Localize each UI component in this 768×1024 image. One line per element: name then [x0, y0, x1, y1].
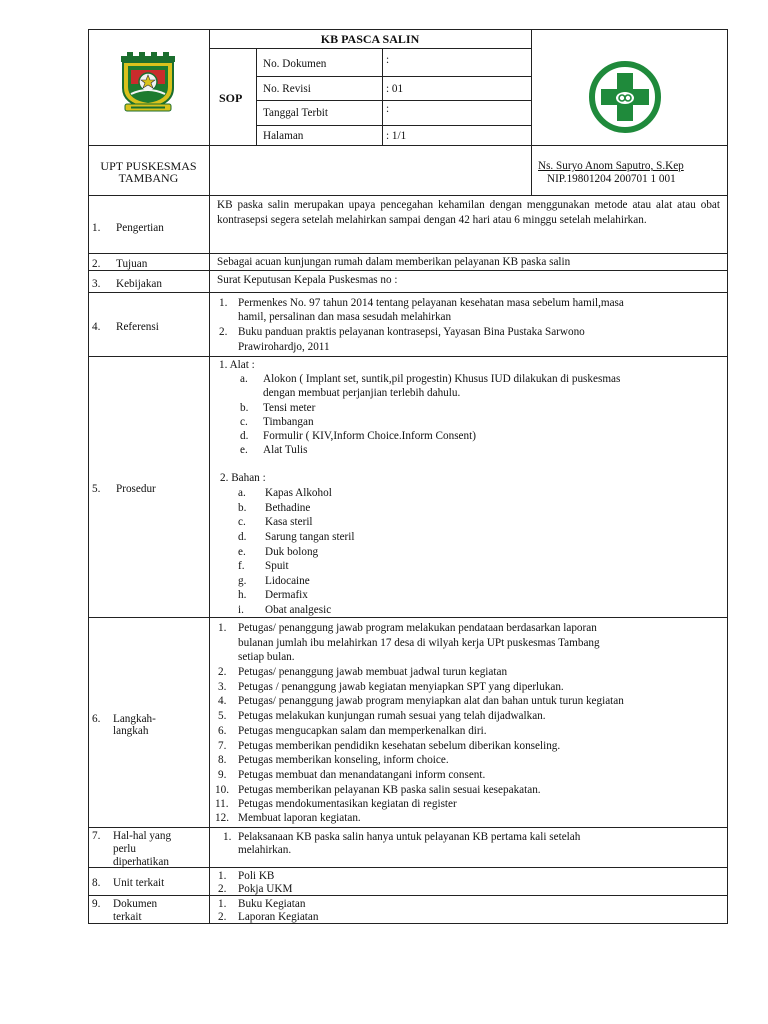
- bahan-item-text: Spuit: [265, 560, 289, 572]
- prosedur-bahan-title: 2. Bahan :: [220, 472, 266, 484]
- document-title: KB PASCA SALIN: [320, 32, 420, 46]
- unit-item-text: Pokja UKM: [238, 883, 293, 895]
- halhal-item-text: melahirkan.: [238, 844, 292, 856]
- langkah-item-text: Petugas mendokumentasikan kegiatan di register: [238, 798, 457, 810]
- section-num-kebijakan: 3.: [92, 278, 101, 290]
- alat-item-text: Alat Tulis: [263, 444, 308, 456]
- dokumen-item-text: Laporan Kegiatan: [238, 911, 319, 923]
- section-num-tujuan: 2.: [92, 258, 101, 270]
- bahan-item-letter: g.: [238, 575, 247, 587]
- langkah-item-text: setiap bulan.: [238, 651, 295, 663]
- meta-value-no-revisi: : 01: [386, 83, 404, 95]
- alat-item-letter: e.: [240, 444, 248, 456]
- alat-item-letter: b.: [240, 402, 249, 414]
- alat-item-letter: c.: [240, 416, 248, 428]
- bahan-item-letter: a.: [238, 487, 246, 499]
- langkah-item-text: Petugas membuat dan menandatangani inform consent.: [238, 769, 486, 781]
- langkah-item-text: Petugas memberikan pelayanan KB paska salin sesuai kesepakatan.: [238, 784, 541, 796]
- langkah-item-text: Petugas memberikan pendidikn kesehatan sebelum diberikan konseling.: [238, 740, 561, 752]
- alat-item-text: Formulir ( KIV,Inform Choice.Inform Consent): [263, 430, 476, 442]
- section-label-halhal: diperhatikan: [113, 856, 169, 868]
- bahan-item-text: Kasa steril: [265, 516, 313, 528]
- langkah-item-text: bulanan jumlah ibu melahirkan 17 desa di wilyah kerja UPt puskesmas Tambang: [238, 637, 600, 649]
- district-crest-icon: [117, 50, 179, 114]
- langkah-item-text: Petugas mengucapkan salam dan memperkenalkan diri.: [238, 725, 487, 737]
- alat-item-text: Alokon ( Implant set, suntik,pil progestin) Khusus IUD dilakukan di puskesmas: [263, 373, 621, 385]
- org-name-line1: UPT PUSKESMAS: [100, 159, 197, 173]
- meta-label-halaman: Halaman: [263, 130, 304, 142]
- langkah-item-text: Petugas/ penanggung jawab membuat jadwal turun kegiatan: [238, 666, 508, 678]
- section-num-dokumen: 9.: [92, 898, 101, 910]
- halhal-item-number: 1.: [223, 831, 232, 843]
- bahan-item-letter: h.: [238, 589, 247, 601]
- section-label-prosedur: Prosedur: [116, 483, 156, 495]
- section-label-dokumen: terkait: [113, 911, 142, 923]
- alat-item-text: Timbangan: [263, 416, 314, 428]
- langkah-item-number: 12.: [215, 812, 229, 824]
- section-num-prosedur: 5.: [92, 483, 101, 495]
- langkah-item-number: 4.: [218, 695, 227, 707]
- health-cross-icon: [588, 60, 662, 134]
- meta-value-tanggal-terbit: :: [386, 103, 390, 115]
- langkah-item-number: 6.: [218, 725, 227, 737]
- langkah-item-number: 7.: [218, 740, 227, 752]
- section-label-langkah: langkah: [113, 725, 149, 737]
- signer-nip: NIP.19801204 200701 1 001: [547, 173, 676, 185]
- bahan-item-text: Duk bolong: [265, 546, 319, 558]
- section-num-halhal: 7.: [92, 830, 101, 842]
- alat-item-letter: d.: [240, 430, 249, 442]
- dokumen-item-number: 1.: [218, 898, 227, 910]
- langkah-item-number: 10.: [215, 784, 229, 796]
- section-label-unit: Unit terkait: [113, 877, 165, 889]
- section-num-langkah: 6.: [92, 713, 101, 725]
- bahan-item-text: Bethadine: [265, 502, 311, 514]
- langkah-item-number: 8.: [218, 754, 227, 766]
- referensi-item-line: Buku panduan praktis pelayanan kontrasepsi, Yayasan Bina Pustaka Sarwono: [238, 326, 585, 338]
- meta-value-halaman: : 1/1: [386, 130, 407, 142]
- section-num-unit: 8.: [92, 877, 101, 889]
- bahan-item-letter: c.: [238, 516, 246, 528]
- langkah-item-text: Petugas/ penanggung jawab program menyiapkan alat dan bahan untuk turun kegiatan: [238, 695, 624, 707]
- prosedur-alat-title: 1. Alat :: [219, 359, 255, 371]
- alat-item-text: Tensi meter: [263, 402, 316, 414]
- section-label-pengertian: Pengertian: [116, 222, 164, 234]
- langkah-item-text: Petugas melakukan kunjungan rumah sesuai yang telah dijadwalkan.: [238, 710, 546, 722]
- meta-value-no-dokumen: :: [386, 54, 390, 66]
- section-label-halhal: perlu: [113, 843, 136, 855]
- section-label-tujuan: Tujuan: [116, 258, 148, 270]
- langkah-item-number: 3.: [218, 681, 227, 693]
- referensi-item-number: 1.: [219, 297, 228, 309]
- kebijakan-text: Surat Keputusan Kepala Puskesmas no :: [217, 274, 398, 286]
- langkah-item-number: 5.: [218, 710, 227, 722]
- halhal-item-text: Pelaksanaan KB paska salin hanya untuk pelayanan KB pertama kali setelah: [238, 831, 581, 843]
- bahan-item-letter: d.: [238, 531, 247, 543]
- bahan-item-text: Kapas Alkohol: [265, 487, 332, 499]
- pengertian-text: KB paska salin merupakan upaya pencegahan kehamilan dengan menggunakan metode atau alat atau obat kontrasepsi segera setelah melahirkan sampai dengan 42 hari atau 6 minggu setelah melahirkan.: [217, 199, 720, 226]
- dokumen-item-number: 2.: [218, 911, 227, 923]
- bahan-item-letter: b.: [238, 502, 247, 514]
- tujuan-text: Sebagai acuan kunjungan rumah dalam memberikan pelayanan KB paska salin: [217, 256, 571, 268]
- bahan-item-letter: e.: [238, 546, 246, 558]
- meta-label-tanggal-terbit: Tanggal Terbit: [263, 107, 329, 119]
- bahan-item-text: Sarung tangan steril: [265, 531, 355, 543]
- dokumen-item-text: Buku Kegiatan: [238, 898, 306, 910]
- alat-item-text: dengan membuat perjanjian terlebih dahulu.: [263, 387, 461, 399]
- unit-item-number: 1.: [218, 870, 227, 882]
- section-label-dokumen: Dokumen: [113, 898, 158, 910]
- unit-item-text: Poli KB: [238, 870, 275, 882]
- section-label-referensi: Referensi: [116, 321, 159, 333]
- langkah-item-number: 9.: [218, 769, 227, 781]
- langkah-item-number: 1.: [218, 622, 227, 634]
- langkah-item-number: 11.: [215, 798, 229, 810]
- org-name-line2: TAMBANG: [118, 171, 179, 185]
- bahan-item-letter: i.: [238, 604, 244, 616]
- langkah-item-text: Petugas / penanggung jawab kegiatan menyiapkan SPT yang diperlukan.: [238, 681, 564, 693]
- section-num-referensi: 4.: [92, 321, 101, 333]
- bahan-item-text: Obat analgesic: [265, 604, 332, 616]
- meta-label-no-revisi: No. Revisi: [263, 83, 311, 95]
- referensi-item-line: hamil, persalinan dan masa sesudah melahirkan: [238, 311, 452, 323]
- bahan-item-text: Dermafix: [265, 589, 308, 601]
- langkah-item-number: 2.: [218, 666, 227, 678]
- referensi-item-line: Permenkes No. 97 tahun 2014 tentang pelayanan kesehatan masa sebelum hamil,masa: [238, 297, 624, 309]
- bahan-item-text: Lidocaine: [265, 575, 310, 587]
- meta-label-no-dokumen: No. Dokumen: [263, 58, 327, 70]
- section-label-kebijakan: Kebijakan: [116, 278, 162, 290]
- section-label-halhal: Hal-hal yang: [113, 830, 172, 842]
- unit-item-number: 2.: [218, 883, 227, 895]
- bahan-item-letter: f.: [238, 560, 245, 572]
- referensi-item-line: Prawirohardjo, 2011: [238, 341, 330, 353]
- langkah-item-text: Membuat laporan kegiatan.: [238, 812, 361, 824]
- alat-item-letter: a.: [240, 373, 248, 385]
- langkah-item-text: Petugas memberikan konseling, inform choice.: [238, 754, 449, 766]
- section-num-pengertian: 1.: [92, 222, 101, 234]
- sop-label: SOP: [219, 91, 243, 105]
- langkah-item-text: Petugas/ penanggung jawab program melakukan pendataan berdasarkan laporan: [238, 622, 597, 634]
- referensi-item-number: 2.: [219, 326, 228, 338]
- section-label-langkah: Langkah-: [113, 713, 156, 725]
- signer-name: Ns. Suryo Anom Saputro, S.Kep: [538, 160, 684, 172]
